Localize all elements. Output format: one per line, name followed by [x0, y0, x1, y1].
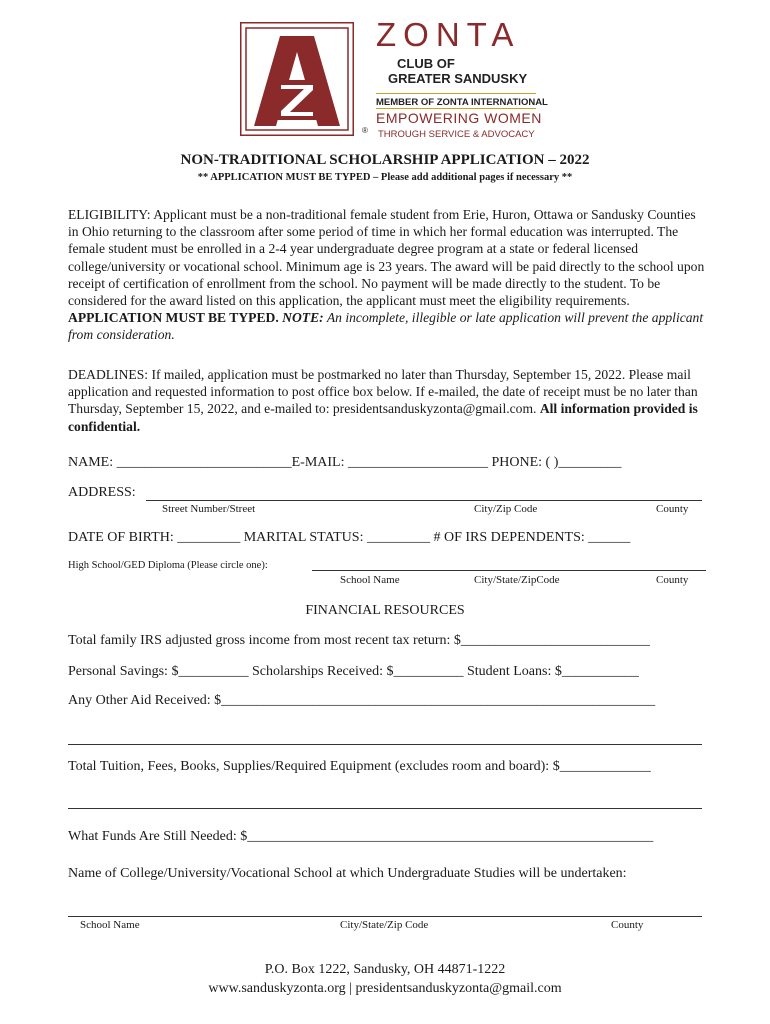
savings-line[interactable]: Personal Savings: $__________ Scholarships Received: $__________ Student Loans: $___________ [68, 664, 639, 679]
logo-divider [376, 108, 536, 109]
logo-empowering: EMPOWERING WOMEN [376, 110, 542, 126]
footer-contact: www.sanduskyzonta.org | presidentsanduskyzonta@gmail.com [208, 981, 562, 996]
logo-through: THROUGH SERVICE & ADVOCACY [378, 129, 535, 140]
registered-mark: ® [362, 126, 368, 135]
tuition-line[interactable]: Total Tuition, Fees, Books, Supplies/Required Equipment (excludes room and board): $_____________ [68, 759, 651, 774]
hs-county-caption: County [656, 574, 689, 586]
tuition-extra-field[interactable] [68, 808, 702, 809]
address-street-caption: Street Number/Street [162, 503, 256, 515]
address-label: ADDRESS: [68, 485, 136, 500]
address-county-caption: County [656, 503, 689, 515]
address-field[interactable] [146, 500, 702, 501]
deadlines-paragraph: DEADLINES: If mailed, application must be postmarked no later than Thursday, September 15, 2022. Please mail application and requested information to post office box below. If e-mailed, the date of receipt must be no later than Thursday, September 15, 2022, and e-mailed to: presidentsanduskyzonta@gmail.com. All information provided is confidential. [68, 367, 698, 434]
footer-po-box: P.O. Box 1222, Sandusky, OH 44871-1222 [264, 962, 506, 977]
name-email-phone-line[interactable]: NAME: _________________________E-MAIL: ____________________ PHONE: ( )_________ [68, 455, 622, 470]
logo-greater-sandusky: GREATER SANDUSKY [388, 71, 528, 86]
dob-marital-dependents-line[interactable]: DATE OF BIRTH: _________ MARITAL STATUS: _________ # OF IRS DEPENDENTS: ______ [68, 530, 631, 545]
page-title: NON-TRADITIONAL SCHOLARSHIP APPLICATION – 2022 [180, 152, 590, 168]
high-school-field[interactable] [312, 570, 706, 571]
funds-needed-line[interactable]: What Funds Are Still Needed: $__________________________________________________________ [68, 829, 654, 844]
eligibility-paragraph: ELIGIBILITY: Applicant must be a non-traditional female student from Erie, Huron, Ottawa or Sandusky Counties in Ohio returning to the classroom after some period of time in which her formal education was interrupted. The female student must be enrolled in a 2-4 year undergraduate degree program at a state or federal licensed college/university or vocational school. Minimum age is 23 years. The award will be paid directly to the school upon receipt of certification of enrollment from the school. No payment will be made directly to the student. To be considered for the award listed on this application, the applicant must meet the eligibility requirements. APPLICATION MUST BE TYPED. NOTE: An incomplete, illegible or late application will prevent the applicant from consideration. [68, 207, 705, 343]
address-city-caption: City/Zip Code [474, 503, 538, 515]
logo-member-of: MEMBER OF ZONTA INTERNATIONAL [376, 97, 548, 108]
logo-divider [376, 93, 536, 94]
college-school-caption: School Name [80, 919, 140, 931]
financial-heading: FINANCIAL RESOURCES [305, 603, 465, 618]
college-field[interactable] [68, 916, 702, 917]
page-subtitle: ** APPLICATION MUST BE TYPED – Please add additional pages if necessary ** [197, 172, 573, 183]
income-line[interactable]: Total family IRS adjusted gross income from most recent tax return: $___________________________ [68, 633, 650, 648]
logo-club-of: CLUB OF [397, 56, 455, 71]
hs-city-caption: City/State/ZipCode [474, 574, 560, 586]
other-aid-extra-field[interactable] [68, 744, 702, 745]
college-city-caption: City/State/Zip Code [340, 919, 429, 931]
other-aid-line[interactable]: Any Other Aid Received: $______________________________________________________________ [68, 693, 656, 708]
college-county-caption: County [611, 919, 644, 931]
high-school-label: High School/GED Diploma (Please circle one): [68, 560, 268, 571]
college-label: Name of College/University/Vocational School at which Undergraduate Studies will be undertaken: [68, 866, 627, 881]
zonta-logo-icon [240, 22, 354, 136]
hs-school-caption: School Name [340, 574, 400, 586]
logo-name: ZONTA [376, 16, 521, 53]
